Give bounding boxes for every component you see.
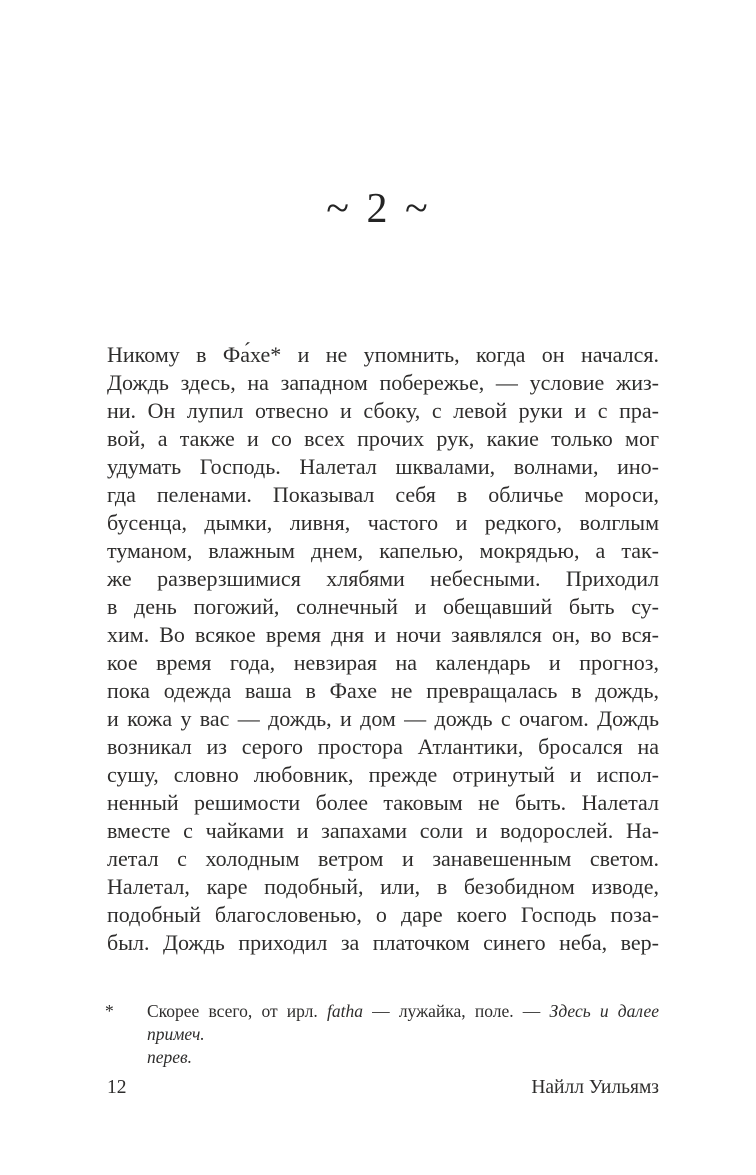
- footnote-segment: — лужайка, поле. —: [372, 1001, 550, 1021]
- body-line: подобный благословенью, о даре коего Господь поза-: [107, 902, 659, 927]
- body-line: летал с холодным ветром и занавешенным светом.: [107, 846, 659, 871]
- body-line: же разверзшимися хлябями небесными. Приходил: [107, 566, 659, 591]
- body-line: Налетал, каре подобный, или, в безобидном изводе,: [107, 874, 659, 899]
- footnote-segment: Скорее всего, от ирл.: [147, 1001, 327, 1021]
- page-footer: [107, 1077, 659, 1098]
- body-line: хим. Во всякое время дня и ночи заявлялся он, во вся-: [107, 622, 659, 647]
- chapter-heading: ~ 2 ~: [326, 186, 430, 232]
- page-number: 12: [107, 1077, 127, 1098]
- body-line: возникал из серого простора Атлантики, бросался на: [107, 734, 659, 759]
- body-line: ни. Он лупил отвесно и сбоку, с левой руки и с пра-: [107, 398, 659, 423]
- body-line: кое время года, невзирая на календарь и прогноз,: [107, 650, 659, 675]
- body-text: [107, 341, 659, 957]
- body-line: туманом, влажным днем, капелью, мокрядью, а так-: [107, 538, 659, 563]
- footnote-segment: fatha: [326, 1001, 363, 1021]
- body-line: в день погожий, солнечный и обещавший быть су-: [107, 594, 659, 619]
- body-line: бусенца, дымки, ливня, частого и редкого, волглым: [107, 510, 659, 535]
- body-line: пока одежда ваша в Фахе не превращалась в дождь,: [107, 678, 659, 703]
- footnote-marker: *: [105, 1001, 114, 1021]
- body-line: ненный решимости более таковым не быть. Налетал: [107, 790, 659, 815]
- body-line: вой, а также и со всех прочих рук, какие только мог: [107, 426, 659, 451]
- footnote-segment: перев.: [147, 1047, 193, 1067]
- body-line: удумать Господь. Налетал шквалами, волнами, ино-: [107, 454, 659, 479]
- footnote-segment: Здесь и далее примеч.: [147, 1001, 660, 1044]
- body-line: Дождь здесь, на западном побережье, — условие жиз-: [107, 370, 659, 395]
- body-line: Никому в Фа́хе* и не упомнить, когда он начался.: [107, 342, 659, 367]
- running-head-author: Найлл Уильямз: [531, 1077, 659, 1098]
- body-line: сушу, словно любовник, прежде отринутый и испол-: [107, 762, 659, 787]
- footnote-text: [147, 1000, 659, 1069]
- body-line: вместе с чайками и запахами соли и водорослей. На-: [107, 818, 659, 843]
- body-line: и кожа у вас — дождь, и дом — дождь с очагом. Дождь: [107, 706, 659, 731]
- footnote: [105, 1000, 659, 1069]
- body-line: гда пеленами. Показывал себя в обличье мороси,: [107, 482, 659, 507]
- body-line: был. Дождь приходил за платочком синего неба, вер-: [107, 930, 659, 955]
